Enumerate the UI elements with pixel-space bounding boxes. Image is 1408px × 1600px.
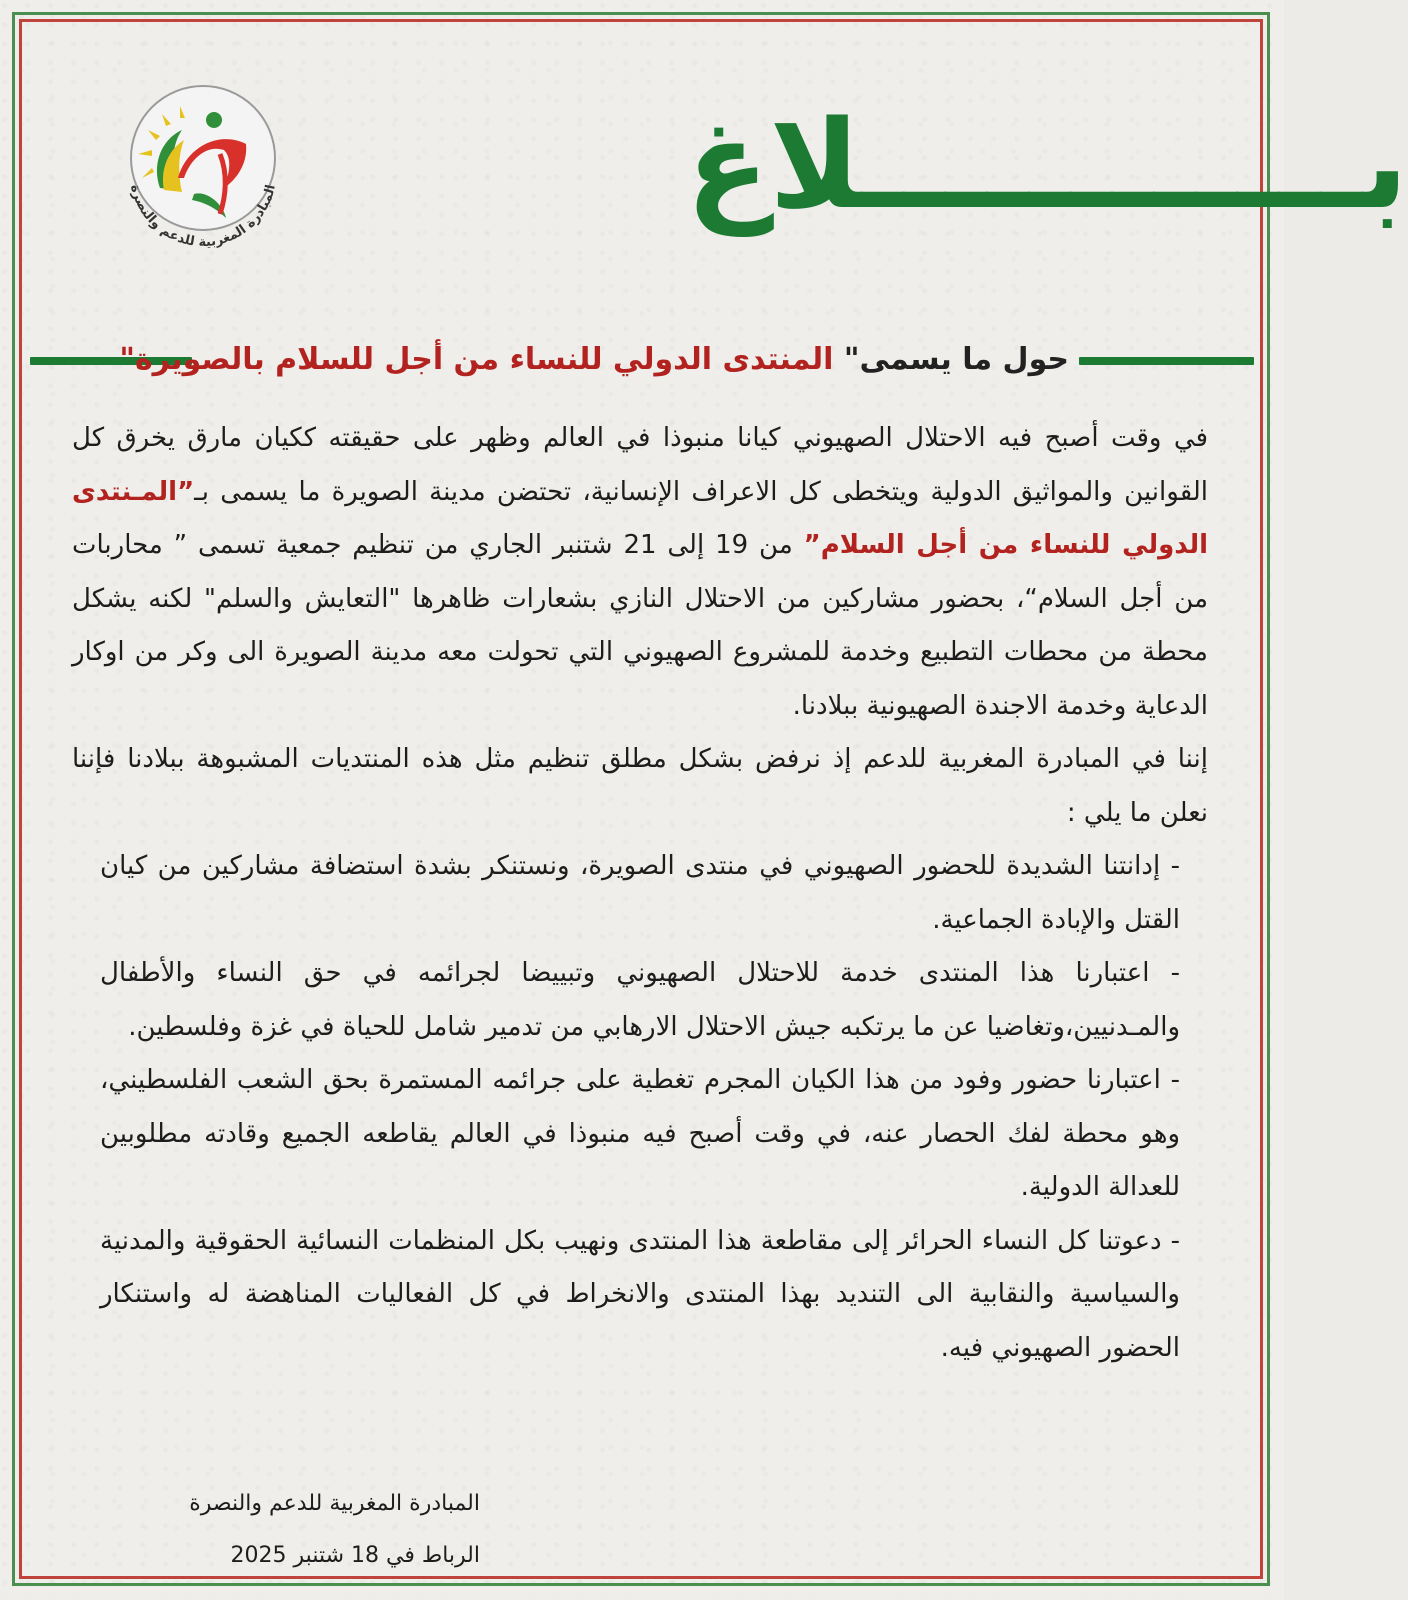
announcement-title (686, 60, 1408, 270)
logo-emblem-icon (108, 78, 298, 268)
subtitle-highlight: المنتدى الدولي للنساء من أجل للسلام بالصويرة" (119, 342, 844, 377)
intro-highlight: ”المـنتدى الدولي للنساء من أجل السلام” (72, 476, 1208, 560)
intro-paragraph (72, 412, 1208, 733)
list-item: - اعتبارنا هذا المنتدى خدمة للاحتلال الصهيوني وتبييضا لجرائمه في حق النساء والأطفال والمـدنيين،وتغاضيا عن ما يرتكبه جيش الاحتلال الارهابي من تدمير شامل للحياة في غزة وفلسطين. (100, 958, 1180, 1042)
list-item: - إدانتنا الشديدة للحضور الصهيوني في منتدى الصويرة، ونستنكر بشدة استضافة مشاركين من كيان القتل والإبادة الجماعية. (100, 851, 1180, 935)
signature-place-date: الرباط في 18 شتنبر 2025 (230, 1543, 480, 1568)
intro-part1: في وقت أصبح فيه الاحتلال الصهيوني كيانا منبوذا في العالم وظهر على حقيقته ككيان مارق يخرق كل القوانين والمواثيق الدولية ويتخطى كل الاعراف الإنسانية، تحتضن مدينة الصويرة ما يسمى بـ (72, 423, 1208, 507)
logo-caption: المبادرة المغربية للدعم والنصرة (127, 183, 279, 251)
organization-logo (108, 78, 298, 268)
title-text: بــــــــــــلاغ (686, 94, 1408, 236)
statement-body (72, 412, 1208, 1375)
signature-org: المبادرة المغربية للدعم والنصرة (189, 1491, 480, 1516)
list-item: - اعتبارنا حضور وفود من هذا الكيان المجرم تغطية على جرائمه المستمرة بحق الشعب الفلسطيني، وهو محطة لفك الحصار عنه، في وقت أصبح فيه منبوذا في العالم يقاطعه الجميع وقادته مطلوبين للعدالة الدولية. (100, 1065, 1180, 1202)
list-item: - دعوتنا كل النساء الحرائر إلى مقاطعة هذا المنتدى ونهيب بكل المنظمات النسائية الحقوقية والمدنية والسياسية والنقابية الى التنديد بهذا المنتدى والانخراط في كل الفعاليات المناهضة له واستنكار الحضور الصهيوني فيه. (100, 1225, 1180, 1363)
subtitle-prefix: حول ما يسمى" (843, 342, 1069, 377)
subtitle-rule-right (1079, 357, 1254, 365)
declaration-paragraph: إننا في المبادرة المغربية للدعم إذ نرفض بشكل مطلق تنظيم مثل هذه المنتديات المشبوهة ببلادنا فإننا نعلن ما يلي : (72, 744, 1208, 828)
subtitle-row (30, 335, 1254, 385)
signature-block (140, 1478, 480, 1582)
subtitle (119, 335, 1069, 385)
demands-list (100, 840, 1180, 1375)
intro-part2: من 19 إلى 21 شتنبر الجاري من تنظيم جمعية تسمى ” محاربات من أجل السلام“، بحضور مشاركين من الاحتلال النازي بشعارات ظاهرها "التعايش والسلم" لكنه يشكل محطة من محطات التطبيع وخدمة للمشروع الصهيوني التي تحولت معه مدينة الصويرة الى وكر من اوكار الدعاية وخدمة الاجندة الصهيونية ببلادنا. (72, 530, 1208, 721)
